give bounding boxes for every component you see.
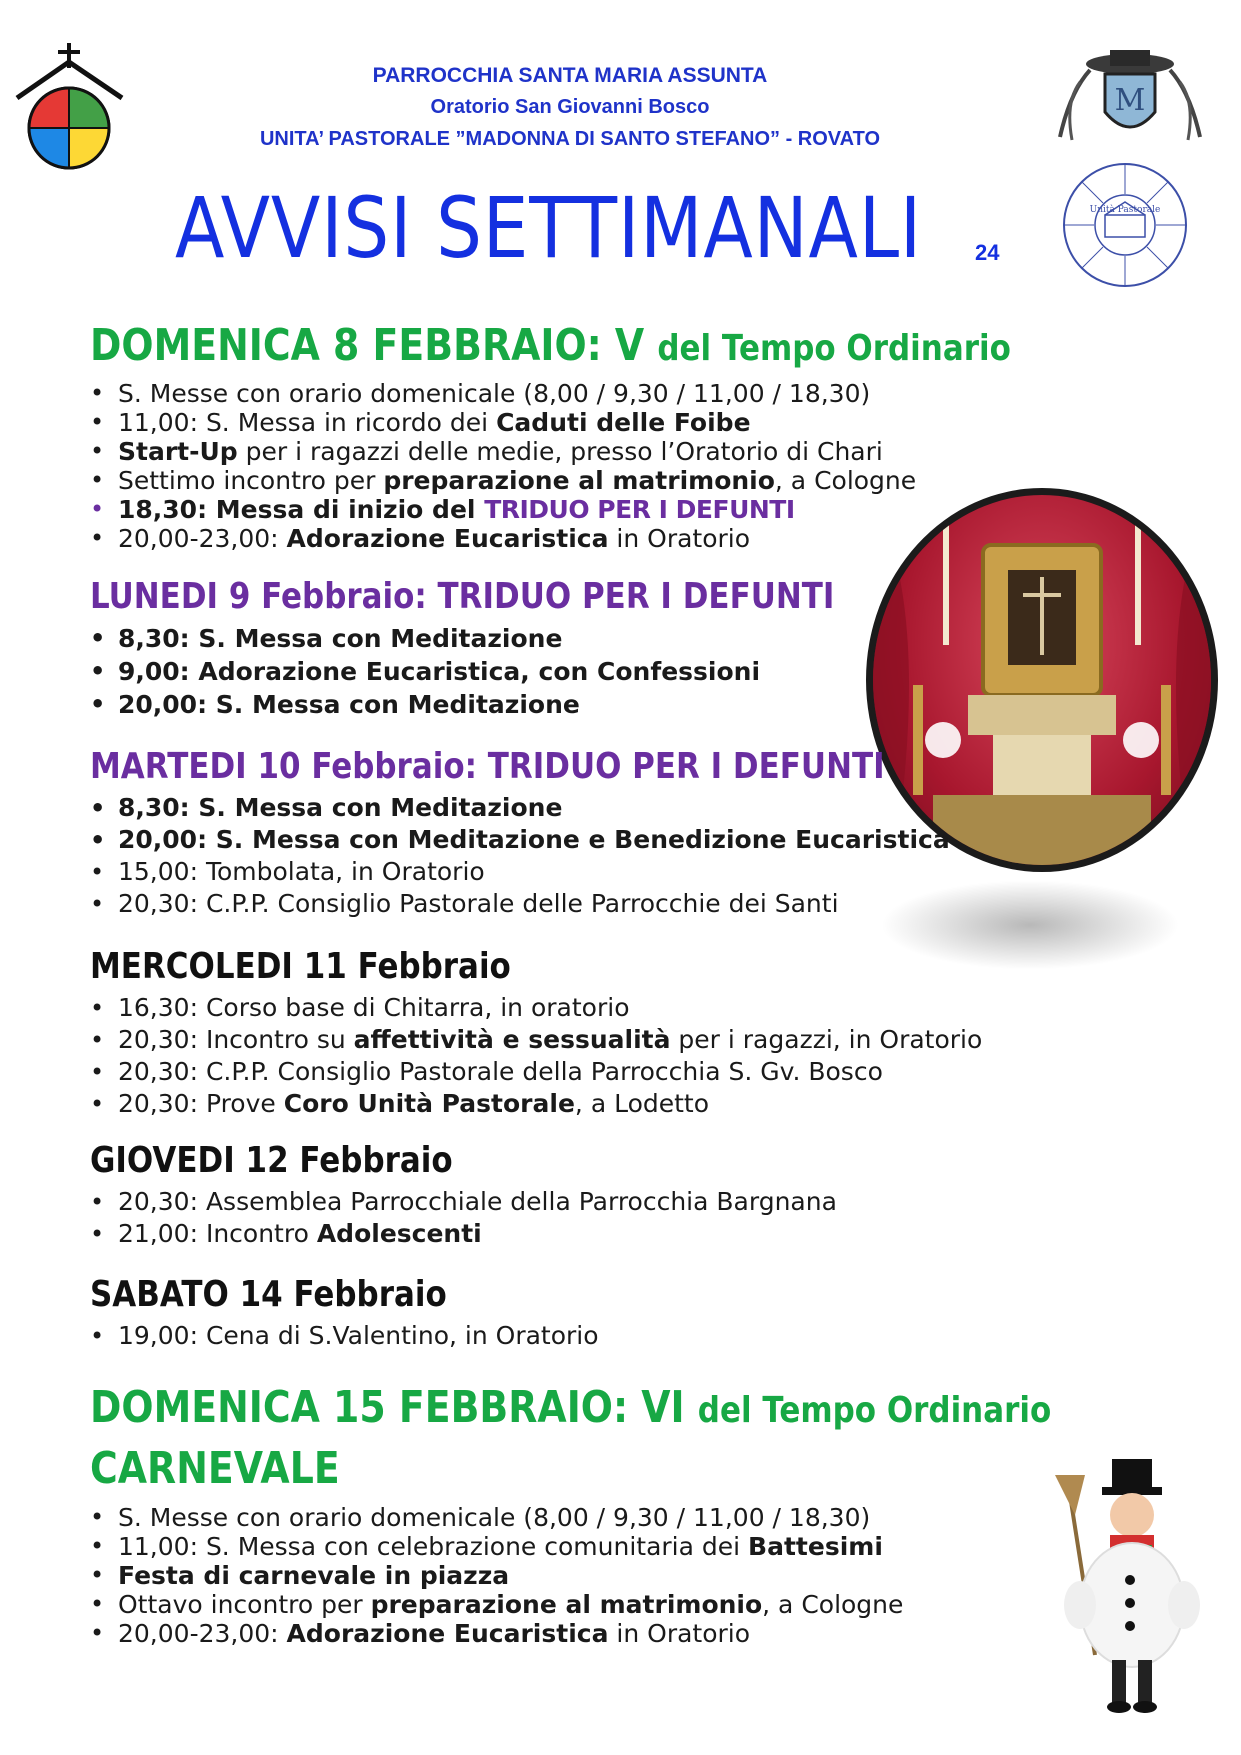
item-text: in Oratorio: [608, 1619, 751, 1648]
list-item: • 20,30: C.P.P. Consiglio Pastorale delle Parrocchie dei Santi: [90, 888, 1221, 920]
list-item: [90, 437, 1221, 466]
section-giovedi-12: [90, 1138, 1221, 1250]
list-item: [90, 1056, 1221, 1088]
section-heading: [90, 318, 1063, 377]
item-text: , a Cologne: [774, 466, 917, 495]
list-item: • 8,30: S. Messa con Meditazione: [90, 622, 1221, 655]
item-text: per i ragazzi delle medie, presso l’Oratorio di Chari: [237, 437, 883, 466]
section-heading: LUNEDI 9 Febbraio: TRIDUO PER I DEFUNTI: [90, 576, 835, 617]
section-heading: SABATO 14 Febbraio: [90, 1274, 447, 1315]
item-text: 20,30: C.P.P. Consiglio Pastorale della Parrocchia S. Gv. Bosco: [118, 1057, 883, 1086]
event-list: [90, 622, 1221, 721]
event-list: [90, 792, 1221, 920]
section-sabato-14: [90, 1272, 1221, 1352]
list-item: • 8,30: S. Messa con Meditazione: [90, 792, 1221, 824]
pastoral-unit-name: UNITA’ PASTORALE ”MADONNA DI SANTO STEFANO” - ROVATO: [259, 128, 881, 150]
heading-small: del Tempo Ordinario: [697, 1390, 1052, 1431]
heading-small: del Tempo Ordinario: [657, 328, 1011, 369]
section-heading: GIOVEDI 12 Febbraio: [90, 1140, 453, 1181]
section-heading: MARTEDI 10 Febbraio: TRIDUO PER I DEFUNTI: [90, 746, 885, 787]
item-text: in Oratorio: [608, 524, 751, 553]
section-martedi-10: [90, 744, 1221, 920]
oratory-name: Oratorio San Giovanni Bosco: [430, 96, 710, 118]
item-text: Settimo incontro per: [118, 466, 384, 495]
item-text: 20,00-23,00:: [118, 524, 287, 553]
unita-pastorale-seal-icon: [1060, 160, 1190, 290]
list-item: • 20,00: S. Messa con Meditazione e Benedizione Eucaristica: [90, 824, 1221, 856]
coat-of-arms: [1050, 42, 1210, 152]
snowman-photo: [1050, 1455, 1200, 1715]
child-snowman-costume-photo-icon: [1050, 1455, 1200, 1715]
item-text: per i ragazzi, in Oratorio: [670, 1025, 983, 1054]
section-heading: MERCOLEDI 11 Febbraio: [90, 946, 511, 987]
bishop-coat-of-arms-icon: [1050, 42, 1210, 152]
list-item: [90, 408, 1221, 437]
list-item: [90, 992, 1221, 1024]
section-mercoledi-11: [90, 944, 1221, 1120]
seal-text: Unità Pastorale: [1089, 205, 1161, 215]
issue-number: 24: [975, 240, 1000, 265]
item-bold: preparazione al matrimonio: [383, 466, 775, 495]
page-title: AVVISI SETTIMANALI: [175, 179, 923, 277]
item-bold: preparazione al matrimonio: [370, 1590, 763, 1619]
oratorio-puzzle-house-logo-icon: [12, 40, 127, 170]
list-item: [90, 379, 1221, 408]
list-item: [90, 1088, 1221, 1120]
item-bold: affettività e sessualità: [353, 1025, 671, 1054]
list-item: [90, 1218, 1221, 1250]
item-text: 20,30: Assemblea Parrocchiale della Parrocchia Bargnana: [118, 1187, 837, 1216]
item-text: 20,30: Prove: [118, 1089, 284, 1118]
section-heading: [90, 1380, 1063, 1439]
item-bold: Adorazione Eucaristica: [286, 1619, 609, 1648]
item-text: , a Cologne: [762, 1590, 904, 1619]
item-bold: Adolescenti: [316, 1219, 482, 1248]
heading-main: DOMENICA 15 FEBBRAIO: VI: [90, 1382, 698, 1433]
item-text: 11,00: S. Messa in ricordo dei: [118, 408, 497, 437]
event-list: [90, 1186, 1221, 1250]
svg-text:M: M: [1114, 83, 1146, 118]
item-bold: Battesimi: [748, 1532, 883, 1561]
item-text: 19,00: Cena di S.Valentino, in Oratorio: [118, 1321, 599, 1350]
item-text: 21,00: Incontro: [118, 1219, 317, 1248]
item-text: Ottavo incontro per: [118, 1590, 371, 1619]
list-item: • 20,00: S. Messa con Meditazione: [90, 688, 1221, 721]
item-text: 16,30: Corso base di Chitarra, in oratorio: [118, 993, 630, 1022]
list-item: [90, 1024, 1221, 1056]
item-accent: TRIDUO PER I DEFUNTI: [484, 495, 795, 524]
pastoral-seal: [1060, 160, 1190, 290]
item-bold: Start-Up: [118, 437, 238, 466]
list-item: [90, 1186, 1221, 1218]
section-heading-line2: CARNEVALE: [90, 1443, 340, 1494]
oratorio-logo: [12, 40, 127, 170]
item-text: 11,00: S. Messa con celebrazione comunitaria dei: [118, 1532, 749, 1561]
event-list: [90, 992, 1221, 1120]
item-text: , a Lodetto: [574, 1089, 710, 1118]
item-text: 20,30: Incontro su: [118, 1025, 354, 1054]
heading-main: DOMENICA 8 FEBBRAIO: V: [90, 320, 658, 371]
item-bold: Caduti delle Foibe: [496, 408, 751, 437]
list-item: • 15,00: Tombolata, in Oratorio: [90, 856, 1221, 888]
item-bold: Coro Unità Pastorale: [283, 1089, 575, 1118]
item-text: S. Messe con orario domenicale (8,00 / 9,30 / 11,00 / 18,30): [118, 1503, 871, 1532]
event-list: [90, 1320, 1221, 1352]
list-item: • 9,00: Adorazione Eucaristica, con Confessioni: [90, 655, 1221, 688]
item-text: S. Messe con orario domenicale (8,00 / 9,30 / 11,00 / 18,30): [118, 379, 871, 408]
item-text: 20,00-23,00:: [118, 1619, 287, 1648]
item-bold: Adorazione Eucaristica: [286, 524, 609, 553]
list-item: [90, 1320, 1221, 1352]
parish-name: PARROCCHIA SANTA MARIA ASSUNTA: [372, 64, 768, 87]
section-lunedi-9: [90, 574, 1221, 721]
item-bold: 18,30: Messa di inizio del: [118, 495, 485, 524]
item-bold: Festa di carnevale in piazza: [118, 1561, 510, 1590]
